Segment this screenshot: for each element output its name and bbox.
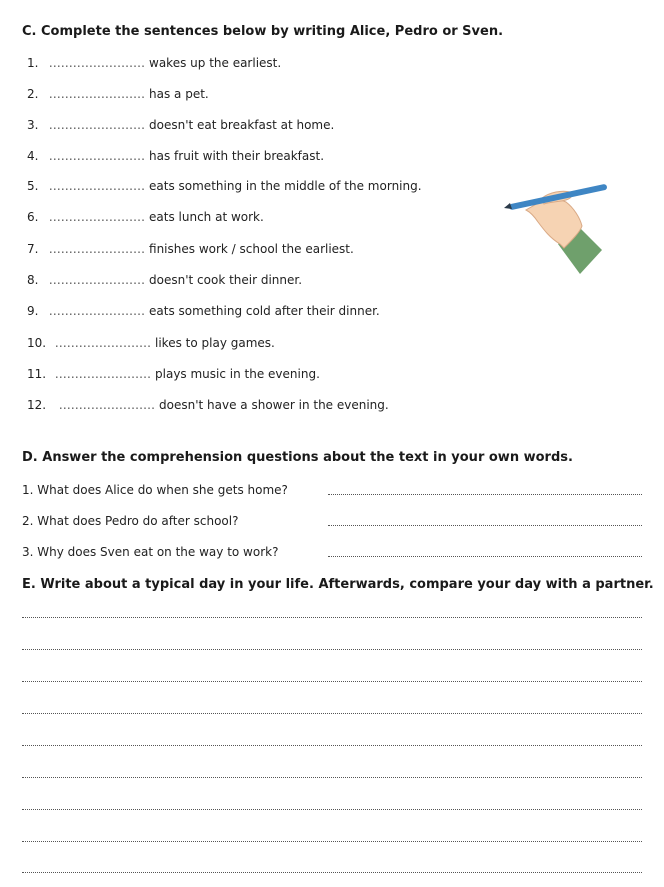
- answer-line[interactable]: [328, 556, 642, 557]
- section-d-heading: D. Answer the comprehension questions about the text in your own words.: [22, 450, 573, 465]
- item-text: doesn't have a shower in the evening.: [159, 398, 389, 412]
- item-number: 3.: [27, 118, 39, 132]
- writing-line[interactable]: [22, 713, 642, 714]
- answer-blank[interactable]: ........................: [54, 367, 152, 381]
- answer-blank[interactable]: ........................: [58, 398, 156, 412]
- item-number: 4.: [27, 149, 39, 163]
- section-c-heading: C. Complete the sentences below by writing Alice, Pedro or Sven.: [22, 24, 504, 39]
- item-text: has fruit with their breakfast.: [149, 149, 325, 163]
- item-text: wakes up the earliest.: [149, 56, 282, 70]
- item-number: 12.: [27, 398, 47, 412]
- question-item: 3. Why does Sven eat on the way to work?: [22, 545, 279, 559]
- sentence-item: [27, 398, 389, 412]
- sentence-item: [27, 242, 354, 256]
- sentence-item: [27, 118, 334, 132]
- writing-line[interactable]: [22, 872, 642, 873]
- answer-blank[interactable]: ........................: [48, 273, 146, 287]
- item-number: 5.: [27, 179, 39, 193]
- answer-line[interactable]: [328, 525, 642, 526]
- item-number: 10.: [27, 336, 47, 350]
- sentence-item: [27, 210, 264, 224]
- writing-line[interactable]: [22, 617, 642, 618]
- sentence-item: [27, 367, 320, 381]
- item-text: doesn't eat breakfast at home.: [149, 118, 335, 132]
- item-text: likes to play games.: [155, 336, 275, 350]
- writing-line[interactable]: [22, 841, 642, 842]
- item-text: finishes work / school the earliest.: [149, 242, 354, 256]
- section-e-heading: E. Write about a typical day in your life. Afterwards, compare your day with a partner.: [22, 577, 654, 592]
- item-text: plays music in the evening.: [155, 367, 320, 381]
- item-number: 8.: [27, 273, 39, 287]
- sentence-item: [27, 273, 302, 287]
- item-text: eats lunch at work.: [149, 210, 264, 224]
- writing-line[interactable]: [22, 745, 642, 746]
- sentence-item: [27, 149, 324, 163]
- answer-line[interactable]: [328, 494, 642, 495]
- pen-tip: [504, 203, 512, 209]
- answer-blank[interactable]: ........................: [48, 179, 146, 193]
- item-number: 6.: [27, 210, 39, 224]
- item-number: 7.: [27, 242, 39, 256]
- answer-blank[interactable]: ........................: [48, 118, 146, 132]
- answer-blank[interactable]: ........................: [48, 304, 146, 318]
- sentence-item: [27, 336, 275, 350]
- item-text: has a pet.: [149, 87, 209, 101]
- question-item: 2. What does Pedro do after school?: [22, 514, 239, 528]
- sentence-item: [27, 87, 209, 101]
- item-text: eats something in the middle of the morning.: [149, 179, 422, 193]
- answer-blank[interactable]: ........................: [48, 56, 146, 70]
- writing-line[interactable]: [22, 649, 642, 650]
- answer-blank[interactable]: ........................: [48, 210, 146, 224]
- sentence-item: [27, 56, 281, 70]
- hand-writing-icon: [500, 178, 612, 282]
- item-text: eats something cold after their dinner.: [149, 304, 380, 318]
- question-item: 1. What does Alice do when she gets home?: [22, 483, 288, 497]
- sentence-item: [27, 179, 422, 193]
- item-text: doesn't cook their dinner.: [149, 273, 303, 287]
- answer-blank[interactable]: ........................: [48, 87, 146, 101]
- answer-blank[interactable]: ........................: [48, 149, 146, 163]
- sentence-item: [27, 304, 380, 318]
- writing-line[interactable]: [22, 681, 642, 682]
- answer-blank[interactable]: ........................: [48, 242, 146, 256]
- item-number: 9.: [27, 304, 39, 318]
- item-number: 11.: [27, 367, 47, 381]
- item-number: 2.: [27, 87, 39, 101]
- answer-blank[interactable]: ........................: [54, 336, 152, 350]
- writing-line[interactable]: [22, 809, 642, 810]
- item-number: 1.: [27, 56, 39, 70]
- writing-line[interactable]: [22, 777, 642, 778]
